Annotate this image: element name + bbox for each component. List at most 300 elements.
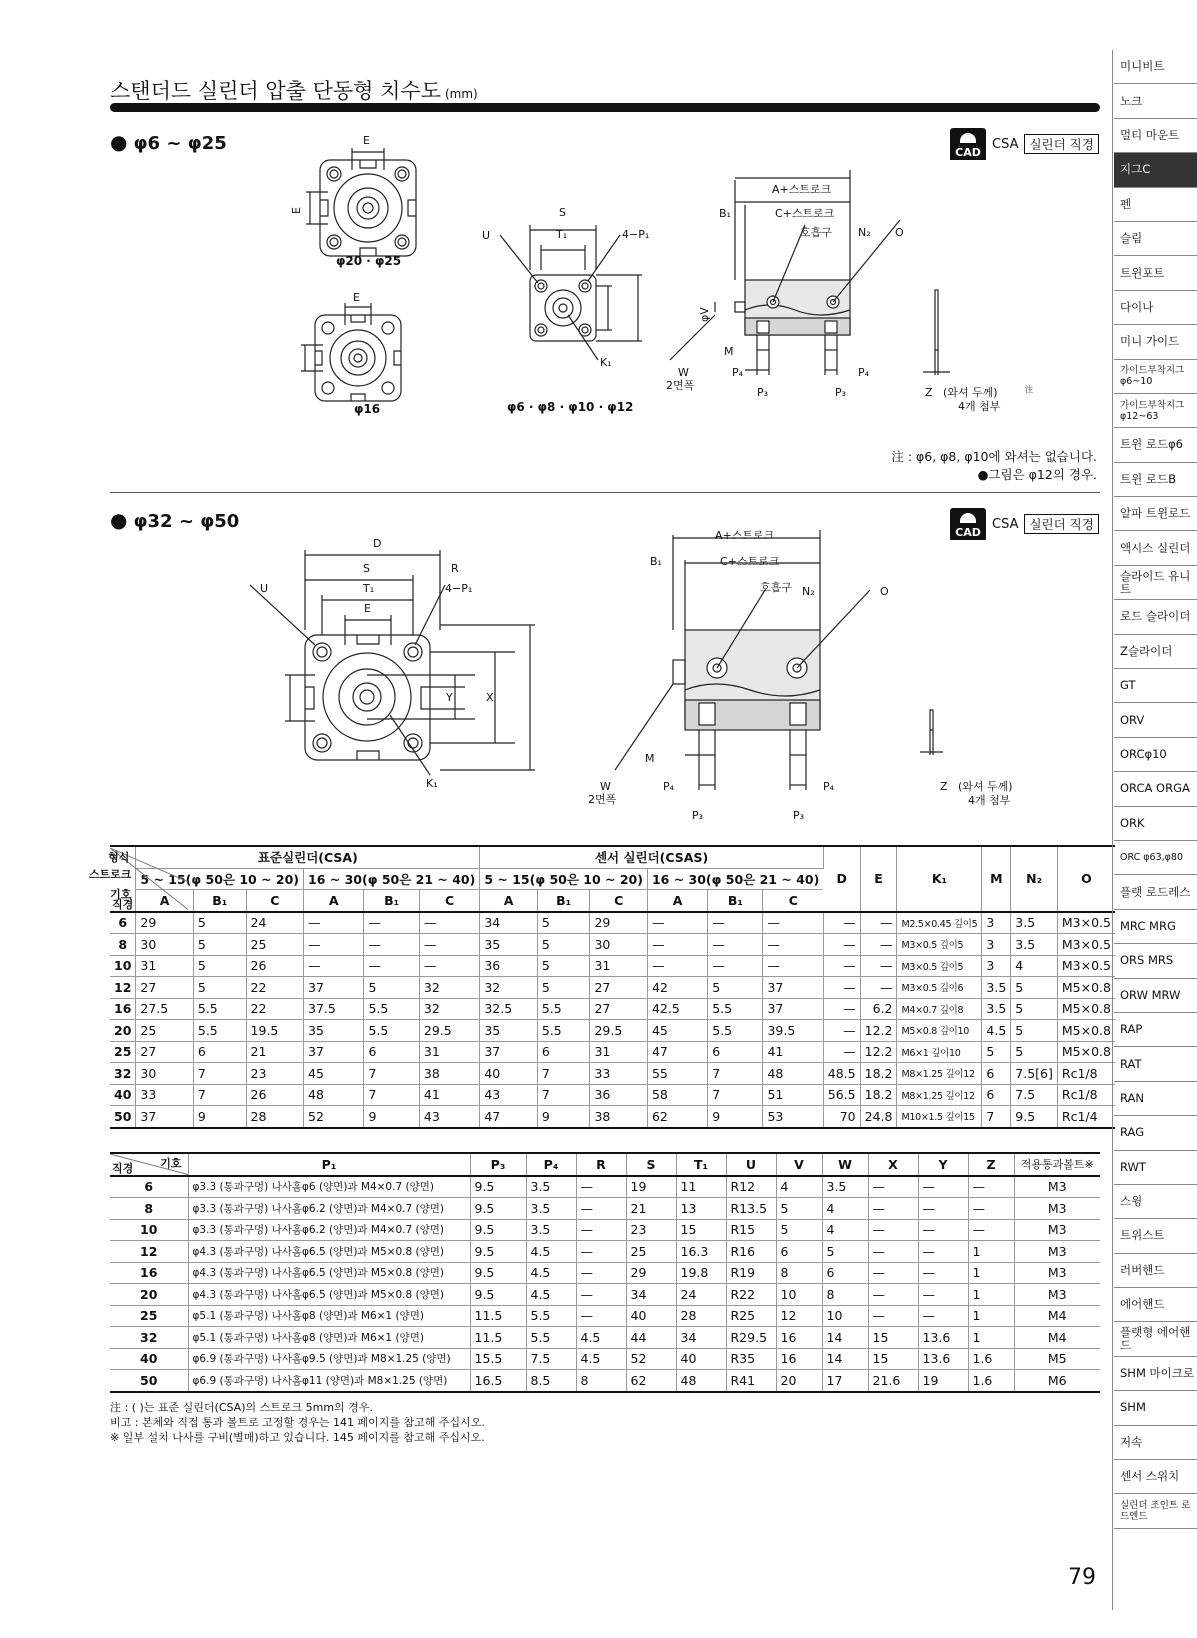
- cad-link-2[interactable]: CAD CSA 실린더 직경: [950, 508, 1099, 540]
- table-cell: R35: [726, 1348, 776, 1370]
- page-title: 스탠더드 실린더 압출 단동형 치수도 (mm): [110, 79, 478, 103]
- table-cell: 42: [647, 977, 707, 999]
- table-cell: —: [647, 955, 707, 977]
- label-N2: N₂: [858, 226, 871, 239]
- front-view-6-12: [500, 225, 642, 360]
- table-cell: 29: [626, 1262, 676, 1284]
- table-cell: 6: [364, 1041, 419, 1063]
- table-cell: 23: [246, 1063, 303, 1085]
- drawing-large-bores: [110, 525, 1100, 825]
- header-M: M: [982, 846, 1011, 912]
- table-cell: 30: [136, 934, 193, 956]
- table-cell: 33: [136, 1084, 193, 1106]
- header-col: Z: [968, 1153, 1014, 1176]
- sidebar-item[interactable]: SHM 마이크로: [1114, 1357, 1197, 1391]
- sidebar-item[interactable]: ORS MRS: [1114, 944, 1197, 978]
- header-col: U: [726, 1153, 776, 1176]
- label-C-stroke: C+스트로크: [775, 207, 835, 220]
- header-range: 16 ~ 30(φ 50은 21 ~ 40): [304, 868, 480, 890]
- sidebar-item[interactable]: 스윙: [1114, 1185, 1197, 1219]
- table-cell: M6: [1014, 1370, 1100, 1392]
- label-X: X: [486, 691, 494, 704]
- table-cell: 48.5: [823, 1063, 860, 1085]
- header-col: S: [626, 1153, 676, 1176]
- table-cell: 3.5: [526, 1219, 576, 1241]
- table-cell: 1.6: [968, 1370, 1014, 1392]
- table-cell: 47: [480, 1106, 537, 1128]
- table-cell: —: [968, 1198, 1014, 1220]
- label-M: M: [724, 345, 734, 358]
- bore-cell: 40: [110, 1348, 188, 1370]
- cad-link-1[interactable]: CAD CSA 실린더 직경: [950, 128, 1099, 160]
- table-row: [110, 1063, 1115, 1085]
- table-cell: 51: [763, 1084, 823, 1106]
- table-cell: —: [860, 977, 897, 999]
- table-cell: M6×1 깊이10: [897, 1041, 982, 1063]
- table-cell: 34: [676, 1327, 726, 1349]
- table-cell: R12: [726, 1176, 776, 1198]
- table-row: [110, 1327, 1100, 1349]
- table-cell: 5: [1011, 977, 1058, 999]
- table-cell: 5: [364, 977, 419, 999]
- table-cell: 3: [982, 955, 1011, 977]
- table-cell: —: [860, 934, 897, 956]
- table-cell: 29: [136, 912, 193, 934]
- front-view-32-50: [250, 550, 535, 775]
- header-B₁: B₁: [364, 890, 419, 912]
- table-cell: 48: [676, 1370, 726, 1392]
- table-cell: 5: [776, 1219, 822, 1241]
- table-cell: 8: [822, 1284, 868, 1306]
- table-row: [110, 1106, 1115, 1128]
- table-cell: 45: [304, 1063, 364, 1085]
- sidebar-item[interactable]: 센서 스위치: [1114, 1460, 1197, 1494]
- table-cell: 25: [136, 1020, 193, 1042]
- table-cell: —: [576, 1219, 626, 1241]
- note-washer: 注 : φ6, φ8, φ10에 와셔는 없습니다.: [891, 449, 1097, 464]
- table-cell: —: [918, 1219, 968, 1241]
- table-cell: 4: [1011, 955, 1058, 977]
- sidebar-item[interactable]: Z슬라이더: [1114, 635, 1197, 669]
- table-cell: φ4.3 (통과구멍) 나사홈φ6.5 (양면)과 M5×0.8 (양면): [188, 1284, 470, 1306]
- label-P1: 4−P₁: [622, 228, 650, 241]
- label-K1: K₁: [600, 356, 612, 369]
- table-cell: 3.5: [982, 998, 1011, 1020]
- header-col: W: [822, 1153, 868, 1176]
- table-cell: R41: [726, 1370, 776, 1392]
- table-cell: 11: [676, 1176, 726, 1198]
- sidebar-item[interactable]: 노크: [1114, 84, 1197, 118]
- label-P4-a: P₄: [732, 366, 744, 379]
- label-C-stroke-2: C+스트로크: [720, 555, 780, 568]
- table-cell: 19.5: [246, 1020, 303, 1042]
- table-cell: —: [823, 1041, 860, 1063]
- table-cell: 9: [537, 1106, 590, 1128]
- sidebar-item[interactable]: 미니비트: [1114, 50, 1197, 84]
- table-cell: 6: [982, 1063, 1011, 1085]
- label-P1-2: 4−P₁: [445, 582, 473, 595]
- table-cell: 39.5: [763, 1020, 823, 1042]
- table-cell: 26: [246, 1084, 303, 1106]
- sidebar-item[interactable]: 미니 가이드: [1114, 325, 1197, 359]
- table-cell: 5.5: [537, 998, 590, 1020]
- header-E: E: [860, 846, 897, 912]
- sidebar-item[interactable]: SHM: [1114, 1391, 1197, 1425]
- table-cell: 34: [480, 912, 537, 934]
- bore-cell: 6: [110, 912, 136, 934]
- label-A-stroke-2: A+스트로크: [715, 529, 775, 542]
- header-col: V: [776, 1153, 822, 1176]
- sidebar-item[interactable]: ORCφ10: [1114, 738, 1197, 772]
- table-cell: —: [968, 1219, 1014, 1241]
- table-cell: 25: [626, 1241, 676, 1263]
- sidebar-item[interactable]: ORK: [1114, 807, 1197, 841]
- sidebar-item[interactable]: RAP: [1114, 1013, 1197, 1047]
- label-W2-2: 2면폭: [588, 793, 617, 806]
- table-cell: 7: [193, 1063, 246, 1085]
- table-cell: 4.5: [526, 1284, 576, 1306]
- table-cell: 31: [590, 1041, 647, 1063]
- table-cell: 5.5: [526, 1327, 576, 1349]
- table-cell: 5: [1011, 1020, 1058, 1042]
- table-cell: 62: [626, 1370, 676, 1392]
- label-W2: 2면폭: [666, 379, 695, 392]
- table-cell: M4: [1014, 1305, 1100, 1327]
- table-cell: 20: [776, 1370, 822, 1392]
- table-cell: 40: [480, 1063, 537, 1085]
- sidebar-item[interactable]: 멀티 마운트: [1114, 119, 1197, 153]
- header-col: R: [576, 1153, 626, 1176]
- table-cell: 9.5: [470, 1176, 526, 1198]
- table-cell: M10×1.5 깊이15: [897, 1106, 982, 1128]
- cad-icon: CAD: [950, 128, 986, 160]
- header-col: P₁: [188, 1153, 470, 1176]
- table-cell: 7: [537, 1063, 590, 1085]
- table-cell: 7: [364, 1063, 419, 1085]
- label-Z-note: (와셔 두께): [943, 386, 998, 399]
- sidebar-item[interactable]: RAT: [1114, 1047, 1197, 1081]
- table-cell: —: [708, 912, 763, 934]
- table-cell: —: [868, 1241, 918, 1263]
- table-cell: 5: [822, 1241, 868, 1263]
- corner-label: 직경: [112, 898, 134, 911]
- table-row: [110, 934, 1115, 956]
- table-cell: 37: [763, 977, 823, 999]
- table-cell: 9.5: [470, 1262, 526, 1284]
- table-cell: 16: [776, 1348, 822, 1370]
- bore-cell: 12: [110, 977, 136, 999]
- sidebar-item[interactable]: 액시스 실린더: [1114, 531, 1197, 565]
- bore-cell: 40: [110, 1084, 136, 1106]
- section-separator: [110, 492, 1100, 493]
- table-cell: 7: [364, 1084, 419, 1106]
- sidebar-item[interactable]: ORC φ63,φ80: [1114, 841, 1197, 875]
- table-cell: 23: [626, 1219, 676, 1241]
- table-cell: R16: [726, 1241, 776, 1263]
- corner-header: [88, 846, 136, 912]
- side-view-32-50: [615, 530, 943, 790]
- table-cell: 13.6: [918, 1327, 968, 1349]
- label-U: U: [482, 229, 491, 242]
- table-cell: 1: [968, 1284, 1014, 1306]
- sidebar-item[interactable]: RWT: [1114, 1151, 1197, 1185]
- table-row: [110, 998, 1115, 1020]
- table-row: [110, 1305, 1100, 1327]
- sidebar-item[interactable]: 로드 슬라이더: [1114, 600, 1197, 634]
- label-K1-2: K₁: [426, 777, 438, 790]
- sidebar-item[interactable]: 펜: [1114, 188, 1197, 222]
- corner-label: 기호: [110, 888, 132, 901]
- table-cell: M5×0.8 깊이10: [897, 1020, 982, 1042]
- table-cell: 12.2: [860, 1041, 897, 1063]
- sidebar-item[interactable]: ORW MRW: [1114, 979, 1197, 1013]
- table-cell: 29.5: [590, 1020, 647, 1042]
- header-col: X: [868, 1153, 918, 1176]
- sidebar-item[interactable]: 트윈포트: [1114, 256, 1197, 290]
- label-D: D: [373, 537, 382, 550]
- label-Z-2: Z: [940, 780, 948, 793]
- table-cell: 9: [708, 1106, 763, 1128]
- bore-cell: 8: [110, 934, 136, 956]
- sidebar-item[interactable]: RAN: [1114, 1082, 1197, 1116]
- table-cell: 1: [968, 1241, 1014, 1263]
- sidebar-item[interactable]: 가이드부착지그 φ12~63: [1114, 394, 1197, 428]
- table-cell: R19: [726, 1262, 776, 1284]
- sidebar-item[interactable]: 에어핸드: [1114, 1288, 1197, 1322]
- table-cell: 5.5: [193, 998, 246, 1020]
- table-cell: 24: [676, 1284, 726, 1306]
- header-range: 16 ~ 30(φ 50은 21 ~ 40): [647, 868, 823, 890]
- table-cell: M8×1.25 깊이12: [897, 1063, 982, 1085]
- table-cell: 7: [708, 1084, 763, 1106]
- sidebar-item[interactable]: ORV: [1114, 703, 1197, 737]
- table-cell: 35: [480, 1020, 537, 1042]
- table-cell: 5: [1011, 998, 1058, 1020]
- category-sidebar: [1114, 50, 1197, 1529]
- corner-label: 직경: [112, 1162, 134, 1175]
- sidebar-item[interactable]: 다이나: [1114, 291, 1197, 325]
- table-cell: M3: [1014, 1219, 1100, 1241]
- table-cell: —: [708, 934, 763, 956]
- label-P3-b: P₃: [835, 386, 847, 399]
- table-cell: 3.5: [982, 977, 1011, 999]
- corner-label: 기호: [160, 1157, 182, 1170]
- table-cell: 18.2: [860, 1063, 897, 1085]
- table-cell: 5: [193, 912, 246, 934]
- sidebar-item[interactable]: 저속: [1114, 1426, 1197, 1460]
- table-cell: 21: [246, 1041, 303, 1063]
- bore-cell: 25: [110, 1305, 188, 1327]
- table-cell: 22: [246, 977, 303, 999]
- table-cell: 9.5: [470, 1241, 526, 1263]
- table-cell: 5: [537, 912, 590, 934]
- header-col: P₃: [470, 1153, 526, 1176]
- table-row: [110, 955, 1115, 977]
- label-Z-sup: 注: [1025, 385, 1033, 394]
- table-cell: 3.5: [1011, 934, 1058, 956]
- table-cell: 24.8: [860, 1106, 897, 1128]
- sidebar-item[interactable]: 트윈 로드φ6: [1114, 428, 1197, 462]
- table-cell: 43: [480, 1084, 537, 1106]
- table-cell: R25: [726, 1305, 776, 1327]
- front-view-16: [301, 303, 401, 401]
- table-cell: 32.5: [480, 998, 537, 1020]
- table-cell: —: [868, 1176, 918, 1198]
- table-cell: 6: [193, 1041, 246, 1063]
- table-cell: R13.5: [726, 1198, 776, 1220]
- section1-heading: ● φ6 ~ φ25: [110, 130, 227, 154]
- header-sensor: 센서 실린더(CSAS): [480, 846, 823, 868]
- table-row: [110, 1084, 1115, 1106]
- table-cell: M3×0.5: [1057, 955, 1115, 977]
- table-cell: 7: [193, 1084, 246, 1106]
- table-cell: M5: [1014, 1348, 1100, 1370]
- table-cell: —: [576, 1241, 626, 1263]
- table-cell: —: [918, 1305, 968, 1327]
- sidebar-item[interactable]: 트위스트: [1114, 1219, 1197, 1253]
- table-cell: 42.5: [647, 998, 707, 1020]
- label-port: 호흡구: [800, 226, 832, 239]
- table-cell: 19.8: [676, 1262, 726, 1284]
- header-C: C: [246, 890, 303, 912]
- footnotes: [110, 1400, 485, 1445]
- table-cell: 31: [419, 1041, 479, 1063]
- footnote-3: ※ 일부 설치 나사를 구비(별매)하고 있습니다. 145 페이지를 참고해 주십시오.: [110, 1431, 485, 1444]
- table-cell: φ4.3 (통과구멍) 나사홈φ6.5 (양면)과 M5×0.8 (양면): [188, 1241, 470, 1263]
- table-cell: φ6.9 (통과구멍) 나사홈φ9.5 (양면)과 M8×1.25 (양면): [188, 1348, 470, 1370]
- table-cell: —: [763, 955, 823, 977]
- table-cell: 52: [304, 1106, 364, 1128]
- table-cell: 5: [982, 1041, 1011, 1063]
- title-bar: [110, 103, 1100, 112]
- corner-label: 스트로크: [88, 868, 132, 881]
- table-cell: 5: [1011, 1041, 1058, 1063]
- table-cell: —: [968, 1176, 1014, 1198]
- bore-cell: 20: [110, 1284, 188, 1306]
- header-col: 적용통과볼트※: [1014, 1153, 1100, 1176]
- caption-20-25: φ20 · φ25: [336, 254, 402, 268]
- table-cell: 36: [590, 1084, 647, 1106]
- table-cell: 11.5: [470, 1305, 526, 1327]
- table-cell: 6: [982, 1084, 1011, 1106]
- dimension-table-2: [110, 1152, 1100, 1393]
- table-cell: 1: [968, 1262, 1014, 1284]
- label-Z: Z: [925, 386, 933, 399]
- table-cell: 1: [968, 1305, 1014, 1327]
- table-cell: 6.2: [860, 998, 897, 1020]
- table-cell: 3.5: [1011, 912, 1058, 934]
- table-cell: φ5.1 (통과구멍) 나사홈φ8 (양면)과 M6×1 (양면): [188, 1327, 470, 1349]
- table-cell: —: [576, 1305, 626, 1327]
- table-cell: —: [763, 912, 823, 934]
- sidebar-item[interactable]: 슬라이드 유니트: [1114, 566, 1197, 600]
- sidebar-item[interactable]: ORCA ORGA: [1114, 772, 1197, 806]
- sidebar-item[interactable]: 가이드부착지그 φ6~10: [1114, 360, 1197, 394]
- table-cell: 9.5: [470, 1284, 526, 1306]
- table-cell: —: [868, 1284, 918, 1306]
- table-cell: —: [868, 1198, 918, 1220]
- table-cell: 5: [708, 977, 763, 999]
- sidebar-item[interactable]: GT: [1114, 669, 1197, 703]
- table-cell: 55: [647, 1063, 707, 1085]
- label-P4-c: P₄: [663, 780, 675, 793]
- sidebar-item[interactable]: 러버핸드: [1114, 1254, 1197, 1288]
- table-row: [110, 1262, 1100, 1284]
- table-cell: 62: [647, 1106, 707, 1128]
- table-cell: 7.5: [526, 1348, 576, 1370]
- sidebar-item[interactable]: 알파 트윈로드: [1114, 497, 1197, 531]
- table-cell: 41: [763, 1041, 823, 1063]
- table-cell: 7.5[6]: [1011, 1063, 1058, 1085]
- sidebar-item[interactable]: RAG: [1114, 1116, 1197, 1150]
- table-cell: —: [823, 934, 860, 956]
- table-cell: 13: [676, 1198, 726, 1220]
- caption-small: φ6 · φ8 · φ10 · φ12: [507, 400, 634, 414]
- caption-16: φ16: [354, 402, 381, 416]
- table-cell: 3.5: [822, 1176, 868, 1198]
- table-cell: 5: [537, 934, 590, 956]
- table-cell: Rc1/4: [1057, 1106, 1115, 1128]
- table-cell: 5: [537, 955, 590, 977]
- header-A: A: [647, 890, 707, 912]
- side-view-6-25: [670, 170, 950, 375]
- label-A-stroke: A+스트로크: [772, 183, 832, 196]
- table-cell: —: [860, 955, 897, 977]
- table-cell: 37: [480, 1041, 537, 1063]
- table-cell: 3.5: [526, 1176, 576, 1198]
- dimension-table-1: [88, 845, 1115, 1129]
- table-cell: 10: [822, 1305, 868, 1327]
- table-row: [110, 1198, 1100, 1220]
- table-cell: 5.5: [708, 998, 763, 1020]
- sidebar-item[interactable]: 플랫형 에어핸드: [1114, 1322, 1197, 1356]
- table-row: [110, 1241, 1100, 1263]
- table-cell: —: [918, 1284, 968, 1306]
- table-cell: 43: [419, 1106, 479, 1128]
- table-cell: 37: [136, 1106, 193, 1128]
- bore-cell: 8: [110, 1198, 188, 1220]
- table-cell: —: [823, 998, 860, 1020]
- table-cell: —: [918, 1262, 968, 1284]
- table-cell: 14: [822, 1327, 868, 1349]
- table-cell: 5.5: [537, 1020, 590, 1042]
- table-cell: —: [647, 934, 707, 956]
- table-cell: —: [708, 955, 763, 977]
- table-cell: —: [304, 912, 364, 934]
- sidebar-item[interactable]: 트윈 로드B: [1114, 463, 1197, 497]
- label-W-2: W: [600, 780, 611, 793]
- sidebar-item[interactable]: 플랫 로드레스: [1114, 875, 1197, 909]
- table-cell: 9: [364, 1106, 419, 1128]
- table-row: [110, 1219, 1100, 1241]
- table-cell: —: [419, 912, 479, 934]
- table-cell: 48: [763, 1063, 823, 1085]
- table-cell: R22: [726, 1284, 776, 1306]
- label-P4-b: P₄: [858, 366, 870, 379]
- table-cell: 19: [918, 1370, 968, 1392]
- sidebar-item[interactable]: 실린더 조인트 로드엔드: [1114, 1494, 1197, 1528]
- sidebar-item[interactable]: 슬림: [1114, 222, 1197, 256]
- label-T1: T₁: [556, 228, 568, 241]
- table-cell: 4.5: [576, 1348, 626, 1370]
- table-cell: 12.2: [860, 1020, 897, 1042]
- sidebar-item[interactable]: MRC MRG: [1114, 910, 1197, 944]
- table-cell: 19: [626, 1176, 676, 1198]
- table-cell: 4.5: [526, 1241, 576, 1263]
- header-std: 표준실린더(CSA): [136, 846, 480, 868]
- table-cell: 22: [246, 998, 303, 1020]
- sidebar-item[interactable]: 지그C: [1114, 153, 1197, 187]
